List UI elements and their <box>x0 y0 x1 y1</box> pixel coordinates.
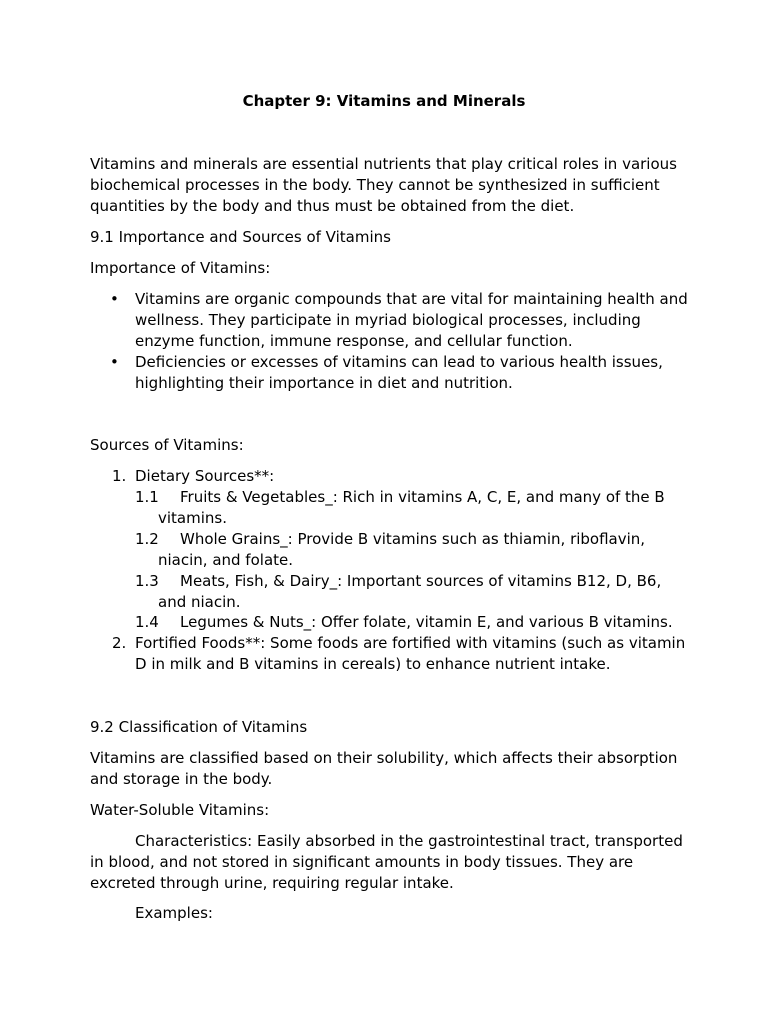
bullet-marker: • <box>110 353 119 371</box>
sub-item-number: 1.2 <box>135 530 159 548</box>
examples-label: Examples: <box>135 904 213 922</box>
sub-item-number: 1.3 <box>135 572 159 590</box>
list-number: 2. <box>112 634 127 652</box>
list-item-text: Fortified Foods**: Some foods are fortified with vitamins (such as vitamin D in milk and B vitamins in cereals) to enhance nutrient intake. <box>135 634 686 673</box>
sub-item-text: Whole Grains_: Provide B vitamins such as thiamin, riboflavin, niacin, and folate. <box>158 530 646 569</box>
classification-intro: Vitamins are classified based on their solubility, which affects their absorption and storage in the body. <box>90 749 678 788</box>
list-number: 1. <box>112 467 127 485</box>
section-9-2-heading: 9.2 Classification of Vitamins <box>90 718 308 736</box>
sources-sub-item <box>90 487 690 529</box>
importance-heading: Importance of Vitamins: <box>90 259 271 277</box>
bullet-text: Vitamins are organic compounds that are vital for maintaining health and wellness. They participate in myriad biological processes, including enzyme function, immune response, and cellular function. <box>135 290 688 350</box>
sources-sub-item <box>90 612 690 633</box>
bullet-marker: • <box>110 290 119 308</box>
sub-item-text: Fruits & Vegetables_: Rich in vitamins A, C, E, and many of the B vitamins. <box>158 488 665 527</box>
bullet-text: Deficiencies or excesses of vitamins can lead to various health issues, highlighting their importance in diet and nutrition. <box>135 353 663 392</box>
chapter-title: Chapter 9: Vitamins and Minerals <box>242 92 526 110</box>
sources-item-2 <box>90 633 690 675</box>
characteristics-paragraph: Characteristics: Easily absorbed in the gastrointestinal tract, transported in blood, and not stored in significant amounts in body tissues. They are excreted through urine, requiring regular intake. <box>90 832 683 892</box>
sub-item-number: 1.1 <box>135 488 159 506</box>
sub-item-number: 1.4 <box>135 613 159 631</box>
sub-item-text: Meats, Fish, & Dairy_: Important sources of vitamins B12, D, B6, and niacin. <box>158 572 662 611</box>
sources-sub-item <box>90 529 690 571</box>
sub-item-text: Legumes & Nuts_: Offer folate, vitamin E, and various B vitamins. <box>180 613 673 631</box>
sources-item-1 <box>90 466 690 487</box>
water-soluble-heading: Water-Soluble Vitamins: <box>90 801 270 819</box>
list-item-text: Dietary Sources**: <box>135 467 275 485</box>
sources-heading: Sources of Vitamins: <box>90 436 244 454</box>
importance-bullet-2 <box>90 352 690 394</box>
intro-paragraph: Vitamins and minerals are essential nutrients that play critical roles in various biochemical processes in the body. They cannot be synthesized in sufficient quantities by the body and thus must be obtained from the diet. <box>90 155 677 215</box>
section-9-1-heading: 9.1 Importance and Sources of Vitamins <box>90 228 391 246</box>
importance-bullet-1 <box>90 289 690 352</box>
sources-sub-item <box>90 571 690 613</box>
